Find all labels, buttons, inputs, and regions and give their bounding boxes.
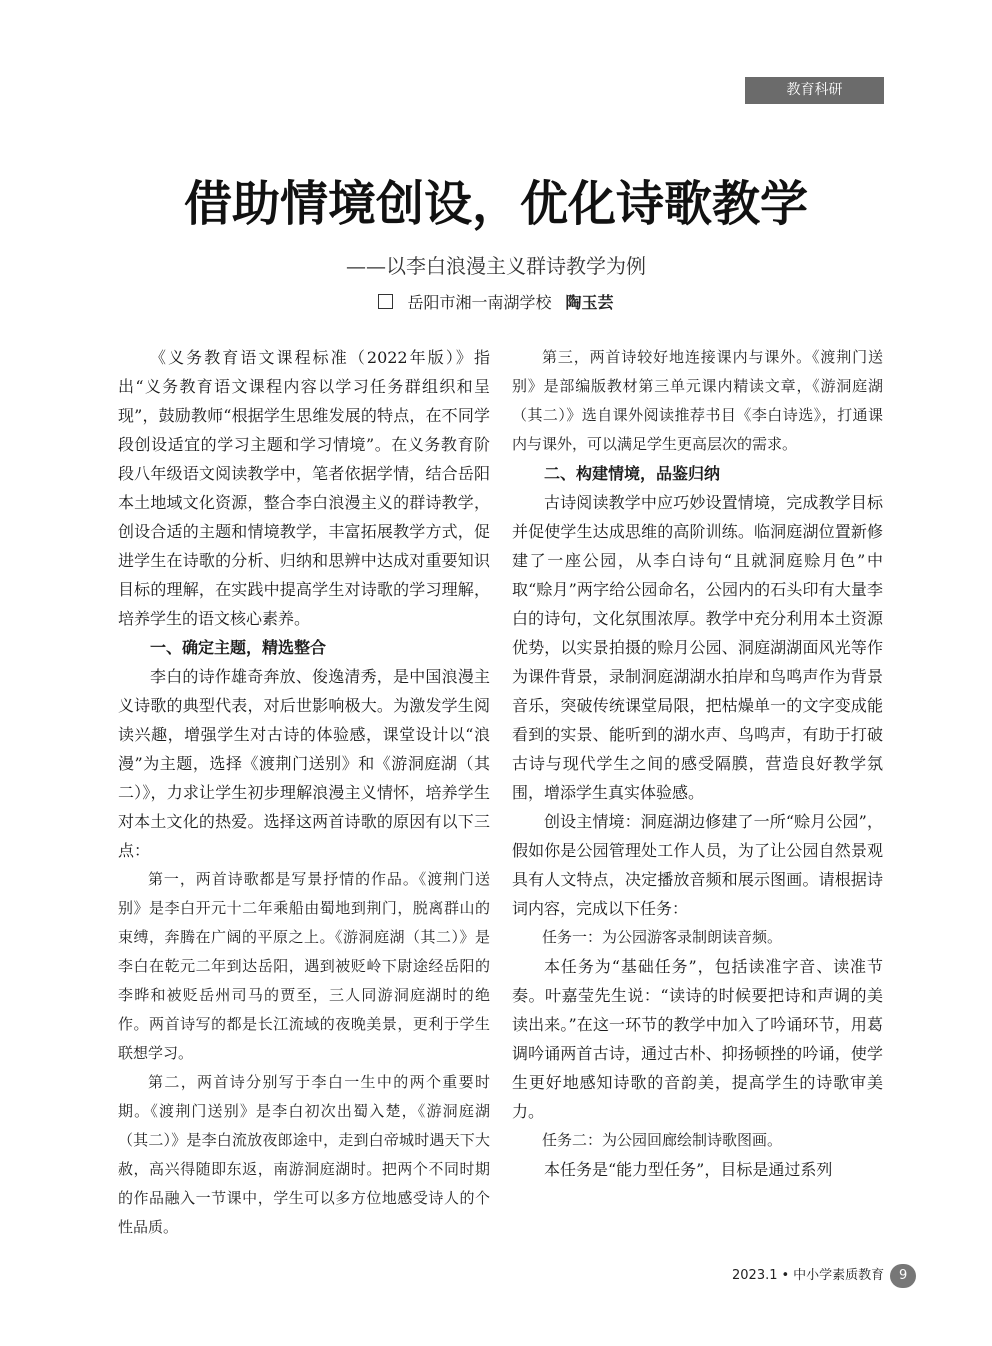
paragraph: 创设主情境：洞庭湖边修建了一所“赊月公园”，假如你是公园管理处工作人员，为了让公园自然景观具有人文特点，决定播放音频和展示图画。请根据诗词内容，完成以下任务： (512, 812, 883, 918)
section-heading-2: 二、构建情境，品鉴归纳 (544, 464, 721, 483)
separator-dot: • (781, 1268, 790, 1283)
paragraph: 古诗阅读教学中应巧妙设置情境，完成教学目标并促使学生达成思维的高阶训练。临洞庭湖位置新修建了一座公园，从李白诗句“且就洞庭赊月色”中取“赊月”两字给公园命名，公园内的石头印有大量李白的诗句，文化氛围浓厚。教学中充分利用本土资源优势，以实景拍摄的赊月公园、洞庭湖湖面风光等作为课件背景，录制洞庭湖湖水拍岸和鸟鸣声作为背景音乐，突破传统课堂局限，把枯燥单一的文字变成能看到的实景、能听到的湖水声、鸟鸣声，有助于打破古诗与现代学生之间的感受隔膜，营造良好教学氛围，增添学生真实体验感。 (512, 493, 883, 802)
right-column (512, 343, 883, 1184)
task-heading: 任务一：为公园游客录制朗读音频。 (542, 928, 783, 946)
section-tag: 教育科研 (745, 77, 884, 104)
paragraph: 《义务教育语文课程标准（2022年版）》指出“义务教育语文课程内容以学习任务群组织和呈现”，鼓励教师“根据学生思维发展的特点，在不同学段创设适宜的学习主题和学习情境”。在义务教育阶段八年级语文阅读教学中，笔者依据学情，结合岳阳本土地域文化资源，整合李白浪漫主义的群诗教学，创设合适的主题和情境教学，丰富拓展教学方式，促进学生在诗歌的分析、归纳和思辨中达成对重要知识目标的理解，在实践中提高学生对诗歌的学习理解，培养学生的语文核心素养。 (118, 348, 490, 628)
page-footer (732, 1264, 916, 1288)
paragraph: 第一，两首诗歌都是写景抒情的作品。《渡荆门送别》是李白开元十二年乘船由蜀地到荆门，脱离群山的束缚，奔腾在广阔的平原之上。《游洞庭湖（其二）》是李白在乾元二年到达岳阳，遇到被贬岭下尉途经岳阳的李晔和被贬岳州司马的贾至，三人同游洞庭湖时的绝作。两首诗写的都是长江流域的夜晚美景，更利于学生联想学习。 (118, 870, 490, 1062)
paragraph: 本任务是“能力型任务”，目标是通过系列 (544, 1160, 833, 1179)
byline (0, 290, 992, 316)
author-affiliation: 岳阳市湘一南湖学校 (407, 293, 552, 312)
paragraph: 本任务为“基础任务”，包括读准字音、读准节奏。叶嘉莹先生说：“读诗的时候要把诗和声调的美读出来。”在这一环节的教学中加入了吟诵环节，用葛调吟诵两首古诗，通过古朴、抑扬顿挫的吟诵，使学生更好地感知诗歌的音韵美，提高学生的诗歌审美力。 (512, 957, 883, 1121)
article-subtitle: ——以李白浪漫主义群诗教学为例 (346, 254, 646, 278)
issue-label: 2023.1 (732, 1268, 778, 1283)
paragraph: 李白的诗作雄奇奔放、俊逸清秀，是中国浪漫主义诗歌的典型代表，对后世影响极大。为激发学生阅读兴趣，增强学生对古诗的体验感，课堂设计以“浪漫”为主题，选择《渡荆门送别》和《游洞庭湖（其二）》，力求让学生初步理解浪漫主义情怀，培养学生对本土文化的热爱。选择这两首诗歌的原因有以下三点： (118, 667, 490, 860)
article-title: 借助情境创设，优化诗歌教学 (183, 176, 808, 232)
journal-name: 中小学素质教育 (793, 1268, 885, 1283)
page-number: 9 (890, 1264, 916, 1288)
left-column (118, 343, 490, 1242)
paragraph: 第三，两首诗较好地连接课内与课外。《渡荆门送别》是部编版教材第三单元课内精读文章，《游洞庭湖（其二）》选自课外阅读推荐书目《李白诗选》，打通课内与课外，可以满足学生更高层次的需求。 (512, 348, 883, 453)
section-heading-1: 一、确定主题，精选整合 (150, 638, 327, 657)
author-name: 陶玉芸 (565, 293, 614, 312)
task-heading: 任务二：为公园回廊绘制诗歌图画。 (542, 1131, 783, 1149)
square-icon (378, 294, 393, 309)
paragraph: 第二，两首诗分别写于李白一生中的两个重要时期。《渡荆门送别》是李白初次出蜀入楚，《游洞庭湖（其二）》是李白流放夜郎途中，走到白帝城时遇天下大赦，高兴得随即东返，南游洞庭湖时。把两个不同时期的作品融入一节课中，学生可以多方位地感受诗人的个性品质。 (118, 1073, 490, 1236)
